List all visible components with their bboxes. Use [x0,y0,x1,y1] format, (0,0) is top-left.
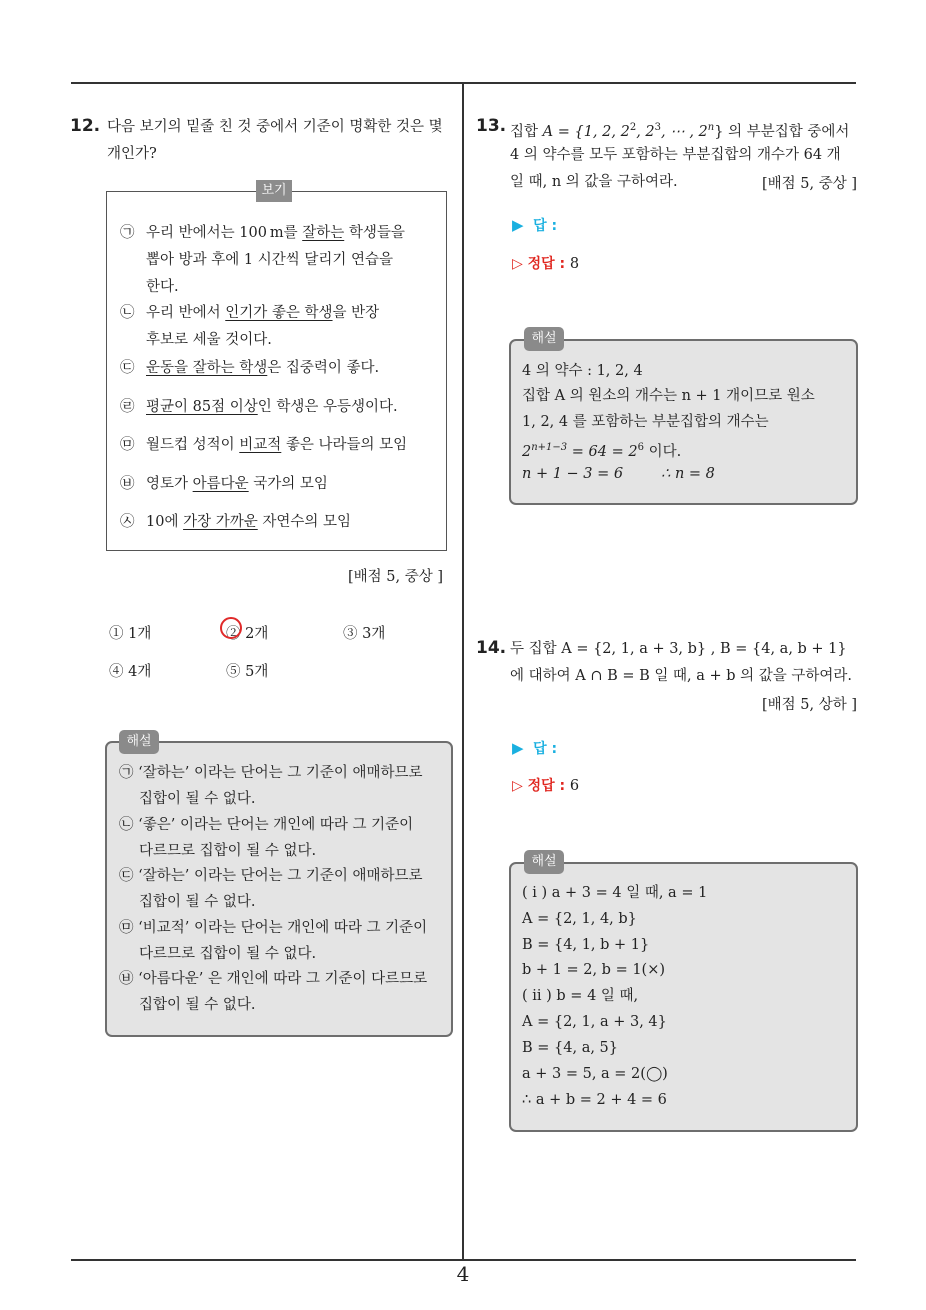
q12-solution-line: 집합이 될 수 없다. [139,997,256,1013]
q13-question-line3: 일 때, n 의 값을 구하여라. [510,174,678,190]
q13-sup: 3 [654,122,662,133]
correct-arrow-icon: ▷ [512,256,523,272]
q14-solution-line: ( ii ) b = 4 일 때, [522,988,639,1004]
q13-math: , 2 [636,123,655,140]
q12-solution-line: ㉡ ‘좋은’ 이라는 단어는 개인에 따라 그 기준이 [119,817,414,833]
q13-correct-row [512,253,579,273]
q12-solution-line: 집합이 될 수 없다. [139,791,256,807]
choice-mark: ③ [343,626,358,642]
bogi-item-1 [120,220,405,301]
q13-sup: n [707,122,715,133]
q12-question-line2: 개인가? [107,146,157,162]
bottom-rule [71,1259,856,1261]
q14-solution-line: A = {2, 1, a + 3, 4} [522,1014,667,1030]
q14-solution-line: A = {2, 1, 4, b} [522,911,637,927]
bogi-item-mark: ㉡ [120,305,135,321]
q12-choice-5[interactable] [226,660,268,681]
bogi-item-underlined: 평균이 85점 이상 [146,399,258,415]
q13-answer-row [512,215,557,235]
bogi-item-mark: ㉠ [120,225,135,241]
q14-number: 14. [476,638,507,658]
column-divider [462,82,464,1260]
q13-math: A = {1, 2, 2 [542,123,630,140]
q13-question-line2: 4 의 약수를 모두 포함하는 부분집합의 개수가 64 개 [510,147,841,163]
q12-solution-tab: 해설 [119,730,159,754]
bogi-item-text: 영토가 [146,476,193,492]
correct-label: 정답 : [527,256,566,272]
q13-sup: 6 [637,442,644,453]
q13-solution-line: 1, 2, 4 를 포함하는 부분집합의 개수는 [522,414,769,430]
q14-score: [배점 5, 상하 ] [762,697,858,713]
q13-solution-tab: 해설 [524,327,564,351]
q14-answer-row [512,738,557,758]
bogi-item-2 [120,300,379,354]
bogi-item-mark: ㉥ [120,476,135,492]
bogi-item-text: 월드컵 성적이 [146,437,240,453]
answer-arrow-icon: ▶ [512,216,524,234]
q13-math: n + 1 − 3 = 6 [522,466,624,482]
q14-solution-line: b + 1 = 2, b = 1(×) [522,962,666,978]
bogi-item-text: 후보로 세울 것이다. [146,332,272,348]
correct-value: 8 [569,256,580,272]
choice-label: 2개 [245,626,269,642]
page-number: 4 [456,1262,470,1286]
q14-correct-row [512,775,579,795]
q12-question-line1: 다음 보기의 밑줄 친 것 중에서 기준이 명확한 것은 몇 [107,119,443,135]
bogi-item-text: 국가의 모임 [248,476,328,492]
bogi-item-4 [120,394,398,421]
q14-solution-line: B = {4, 1, b + 1} [522,937,650,953]
bogi-item-underlined: 가장 가까운 [183,514,258,530]
bogi-item-mark: ㉦ [120,514,135,530]
bogi-item-mark: ㉣ [120,399,135,415]
q13-text: 집합 [510,123,543,140]
q12-choice-4[interactable] [109,660,151,681]
bogi-item-text: 을 반장 [332,305,380,321]
q14-question-line1: 두 집합 A = {2, 1, a + 3, b} , B = {4, a, b + 1} [510,641,847,657]
correct-label: 정답 : [527,778,566,794]
top-rule [71,82,856,84]
answer-label: 답 : [533,741,558,757]
q14-solution-line: ∴ a + b = 2 + 4 = 6 [522,1092,667,1108]
q12-solution-line: ㉤ ‘비교적’ 이라는 단어는 개인에 따라 그 기준이 [119,920,428,936]
correct-arrow-icon: ▷ [512,778,523,794]
q13-score: [배점 5, 중상 ] [762,176,858,192]
bogi-item-text: 좋은 나라들의 모임 [281,437,408,453]
q12-solution-line: 집합이 될 수 없다. [139,894,256,910]
q13-number: 13. [476,116,507,136]
q14-solution-line: a + 3 = 5, a = 2(◯) [522,1066,668,1082]
q12-score: [배점 5, 중상 ] [348,569,444,585]
bogi-item-text: 인 학생은 우등생이다. [257,399,398,415]
q13-text: } 의 부분집합 중에서 [714,123,850,140]
q12-solution-line: ㉢ ‘잘하는’ 이라는 단어는 그 기준이 애매하므로 [119,868,423,884]
bogi-item-5 [120,432,407,459]
q14-solution-line: ( i ) a + 3 = 4 일 때, a = 1 [522,885,708,901]
q12-solution-line: 다르므로 집합이 될 수 없다. [139,843,317,859]
choice-label: 4개 [128,664,152,680]
bogi-item-underlined: 잘하는 [302,225,345,241]
q13-math: = 64 = 2 [567,443,638,460]
bogi-item-text: 우리 반에서는 100 m를 [146,225,303,241]
bogi-item-text: 자연수의 모임 [257,514,351,530]
q12-solution-line: ㉥ ‘아름다운’ 은 개인에 따라 그 기준이 다르므로 [119,971,428,987]
choice-mark: ⑤ [226,664,241,680]
bogi-item-text: 학생들을 [344,225,405,241]
q13-text: 이다. [643,443,682,460]
correct-value: 6 [569,778,580,794]
bogi-item-text: 한다. [146,279,179,295]
choice-mark: ④ [109,664,124,680]
q14-solution-tab: 해설 [524,850,564,874]
q13-math: , ⋯ , 2 [661,123,708,140]
bogi-item-text: 10에 [146,514,184,530]
q12-choice-1[interactable] [109,622,151,643]
q14-solution-line: B = {4, a, 5} [522,1040,619,1056]
q12-number: 12. [70,116,101,136]
bogi-label: 보기 [256,180,292,202]
q12-choice-3[interactable] [343,622,385,643]
q13-math: 2 [522,443,532,460]
q13-sup: n+1−3 [531,442,568,453]
answer-label: 답 : [533,218,558,234]
bogi-item-underlined: 운동을 잘하는 학생 [146,360,268,376]
q14-question-line2: 에 대하여 A ∩ B = B 일 때, a + b 의 값을 구하여라. [510,668,852,684]
bogi-item-mark: ㉤ [120,437,135,453]
bogi-item-underlined: 인기가 좋은 학생 [225,305,333,321]
choice-mark: ② [226,626,241,642]
selected-answer-circle-icon [220,617,242,639]
bogi-item-text: 은 집중력이 좋다. [267,360,380,376]
q13-solution-line: 4 의 약수 : 1, 2, 4 [522,363,643,379]
bogi-item-underlined: 아름다운 [192,476,249,492]
bogi-item-underlined: 비교적 [239,437,282,453]
choice-label: 3개 [362,626,386,642]
choice-mark: ① [109,626,124,642]
answer-arrow-icon: ▶ [512,739,524,757]
choice-label: 5개 [245,664,269,680]
q12-solution-line: 다르므로 집합이 될 수 없다. [139,946,317,962]
q12-solution-line: ㉠ ‘잘하는’ 이라는 단어는 그 기준이 애매하므로 [119,765,423,781]
bogi-item-text: 우리 반에서 [146,305,226,321]
q13-sup: 2 [629,122,637,133]
q13-solution-line [522,461,715,487]
q13-math: ∴ n = 8 [661,466,715,482]
choice-label: 1개 [128,626,152,642]
bogi-item-3 [120,355,379,382]
bogi-item-text: 뽑아 방과 후에 1 시간씩 달리기 연습을 [146,252,393,268]
bogi-item-6 [120,471,328,498]
bogi-item-7 [120,509,351,536]
q13-solution-line: 집합 A 의 원소의 개수는 n + 1 개이므로 원소 [522,388,815,404]
bogi-item-mark: ㉢ [120,360,135,376]
